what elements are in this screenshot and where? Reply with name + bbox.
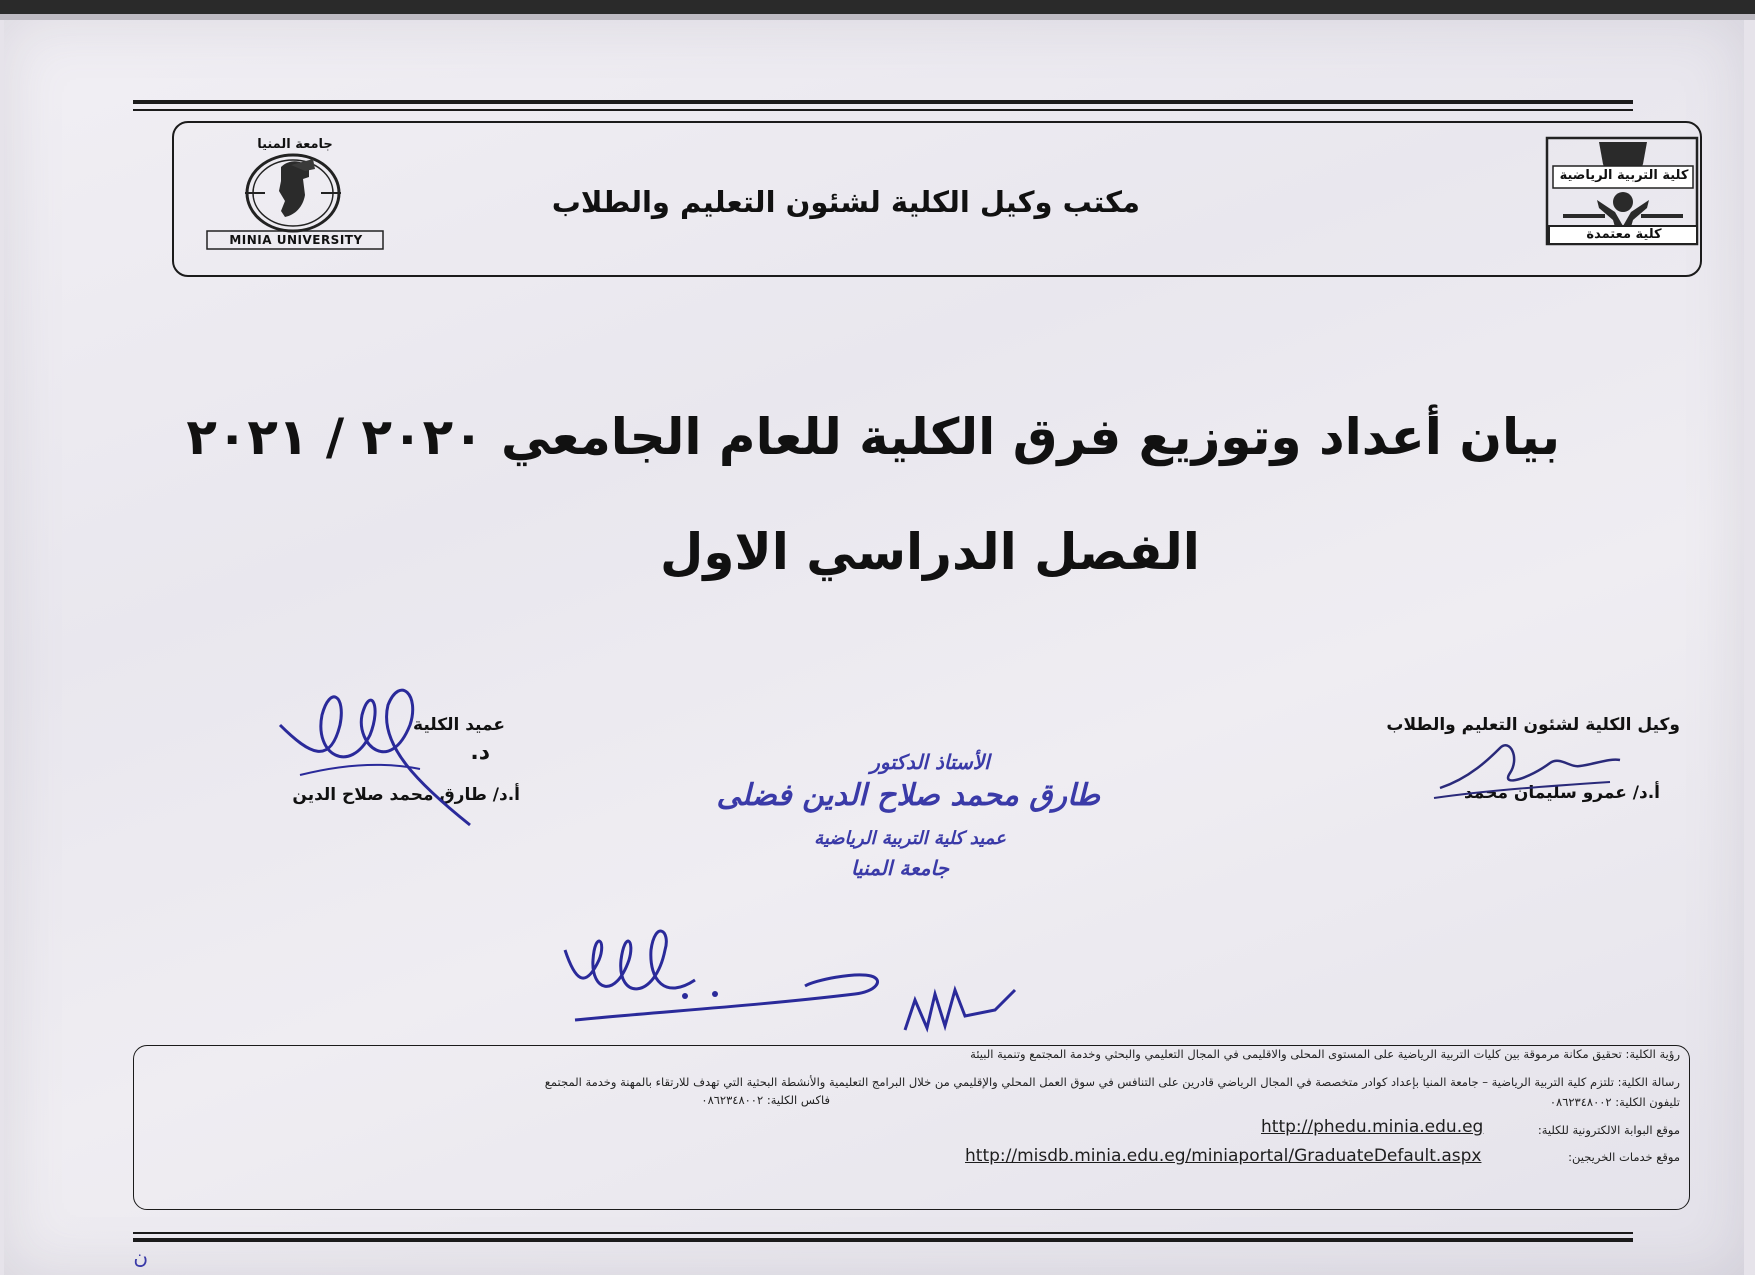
dean-signature xyxy=(270,665,510,835)
minia-logo-arabic: جامعة المنيا xyxy=(257,137,333,152)
stamp-line-title: الأستاذ الدكتور xyxy=(870,750,990,774)
document-title: بيان أعداد وتوزيع فرق الكلية للعام الجامعي ٢٠٢٠ / ٢٠٢١ xyxy=(186,408,1560,466)
footer-phone: تليفون الكلية: ٠٨٦٢٣٤٨٠٠٢ xyxy=(1549,1095,1680,1109)
document-subtitle: الفصل الدراسي الاول xyxy=(660,523,1200,581)
dean-role: عميد الكلية xyxy=(413,715,505,735)
dean-name: أ.د/ طارق محمد صلاح الدين xyxy=(292,785,520,805)
dean-stamp xyxy=(716,750,1100,900)
stamp-line-position: عميد كلية التربية الرياضية xyxy=(814,828,1006,849)
stamp-line-university: جامعة المنيا xyxy=(851,856,949,880)
faculty-logo-banner: كلية التربية الرياضية xyxy=(1559,168,1689,183)
graduates-label: موقع خدمات الخريجين: xyxy=(1568,1150,1680,1164)
footer-fax: فاكس الكلية: ٠٨٦٢٣٤٨٠٠٢ xyxy=(701,1093,830,1107)
stamp-line-name: طارق محمد صلاح الدين فضلى xyxy=(716,778,1100,813)
vice-dean-name: أ.د/ عمرو سليمان محمد xyxy=(1463,783,1660,803)
minia-university-logo xyxy=(205,137,385,253)
vice-dean-signature xyxy=(1430,718,1630,808)
scan-top-edge xyxy=(0,0,1755,14)
dean-prefix: د. xyxy=(470,740,490,765)
portal-link[interactable]: http://phedu.minia.edu.eg xyxy=(1261,1117,1484,1137)
office-title: مكتب وكيل الكلية لشئون التعليم والطلاب xyxy=(551,185,1140,219)
footer-vision: رؤية الكلية: تحقيق مكانة مرموقة بين كليات التربية الرياضية على المستوى المحلى والاقليمى في المجال التعليمي والبحثي وخدمة المجتمع وتنمية البيئة xyxy=(970,1047,1680,1061)
footer-mission: رسالة الكلية: تلتزم كلية التربية الرياضية – جامعة المنيا بإعداد كوادر متخصصة في المجال الرياضي قادرين على التنافس في سوق العمل المحلي والإقليمي من خلال البرامج التعليمية والأنشطة البحثية التي تهدف للارتقاء بالمهنة وخدمة المجتمع xyxy=(544,1075,1680,1089)
bottom-rule-thick xyxy=(133,1238,1633,1242)
faculty-logo-caption: كلية معتمدة xyxy=(1586,227,1662,242)
portal-label: موقع البوابة الالكترونية للكلية: xyxy=(1537,1123,1680,1137)
top-rule-thick xyxy=(133,100,1633,104)
bottom-rule-thin xyxy=(133,1232,1633,1234)
top-rule-thin xyxy=(133,109,1633,111)
faculty-logo xyxy=(1543,130,1703,248)
minia-logo-english: MINIA UNIVERSITY xyxy=(229,233,363,247)
page-corner-mark: ن xyxy=(133,1245,148,1269)
vice-dean-role: وكيل الكلية لشئون التعليم والطلاب xyxy=(1386,715,1680,735)
bottom-signature xyxy=(555,920,1075,1050)
graduates-link[interactable]: http://misdb.minia.edu.eg/miniaportal/GraduateDefault.aspx xyxy=(965,1146,1482,1166)
